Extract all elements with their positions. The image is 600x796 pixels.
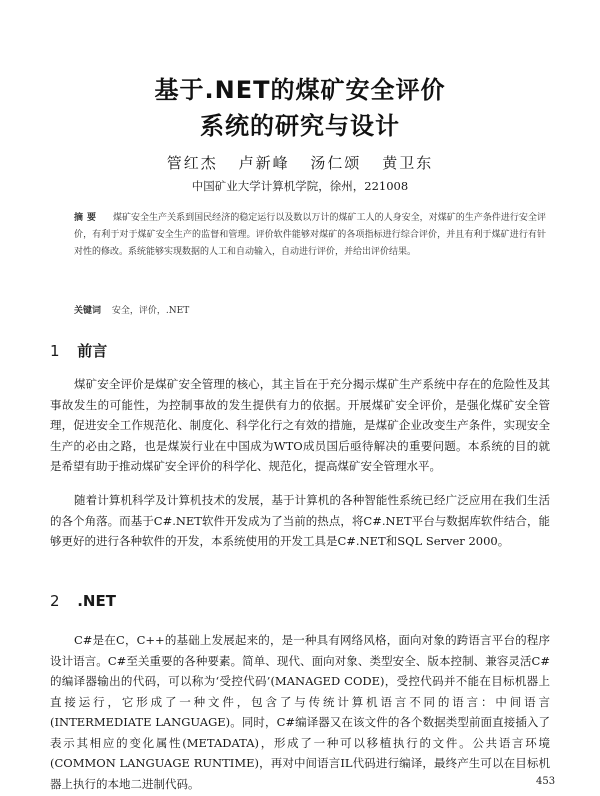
section-number: 2 [50,592,60,610]
section-number: 1 [50,342,60,360]
author-name: 黄卫东 [382,154,434,172]
section-heading [50,592,116,610]
paper-title-line-2: 系统的研究与设计 [200,112,400,140]
body-paragraph: 煤矿安全评价是煤矿安全管理的核心，其主旨在于充分揭示煤矿生产系统中存在的危险性及其事故发生的可能性，为控制事故的发生提供有力的依据。开展煤矿安全评价，是强化煤矿安全管理，促进安全工作规范化、制度化、科学化行之有效的措施，是煤矿企业改变生产条件，实现安全生产的必由之路，也是煤炭行业在中国成为WTO成员国后亟待解决的重要问题。本系统的目的就是希望有助于推动煤矿安全评价的科学化、规范化，提高煤矿安全管理水平。 [50,377,550,473]
abstract-label: 摘要 [74,213,101,223]
keywords-label: 关键词 [74,306,102,316]
affiliation: 中国矿业大学计算机学院，徐州，221008 [191,179,409,193]
author-list [0,152,600,173]
keywords [74,303,546,316]
keywords-text: 安全，评价，.NET [111,306,190,316]
page-number: 453 [536,776,556,787]
section-heading [50,340,107,361]
paper-title-line-1: 基于.NET的煤矿安全评价 [154,76,446,104]
body-paragraph: 随着计算机科学及计算机技术的发展，基于计算机的各种智能性系统已经广泛应用在我们生活的各个角落。而基于C#.NET软件开发成为了当前的热点，将C#.NET平台与数据库软件结合，能够更好的进行各种软件的开发，本系统使用的开发工具是C#.NET和SQL Server 2000。 [50,493,550,548]
author-name: 卢新峰 [238,154,290,172]
author-name: 汤仁颂 [310,154,362,172]
author-name: 管红杰 [166,154,218,172]
abstract [74,210,546,261]
body-paragraph: C#是在C，C++的基础上发展起来的，是一种具有网络风格，面向对象的跨语言平台的程序设计语言。C#至关重要的各种要素。简单、现代、面向对象、类型安全、版本控制、兼容灵活C#的编译器输出的代码，可以称为‘受控代码’(MANAGED CODE)，受控代码并不能在目标机器上直接运行，它形成了一种文件，包含了与传统计算机语言不同的语言：中间语言(INTERMEDIATE LANGUAGE)。同时，C#编译器又在该文件的各个数据类型前面直接插入了表示其相应的变化属性(METADATA)，形成了一种可以移植执行的文件。公共语言环境(COMMON LANGUAGE RUNTIME)，再对中间语言IL代码进行编译，最终产生可以在目标机器上执行的本地二进制代码。 [50,633,550,791]
section-title: .NET [77,592,116,610]
abstract-text: 煤矿安全生产关系到国民经济的稳定运行以及数以万计的煤矿工人的人身安全，对煤矿的生产条件进行安全评价，有利于对于煤矿安全生产的监督和管理。评价软件能够对煤矿的各项指标进行综合评价，并且有利于煤矿进行有针对性的修改。系统能够实现数据的人工和自动输入，自动进行评价，并给出评价结果。 [74,213,546,257]
section-title: 前言 [77,342,108,360]
